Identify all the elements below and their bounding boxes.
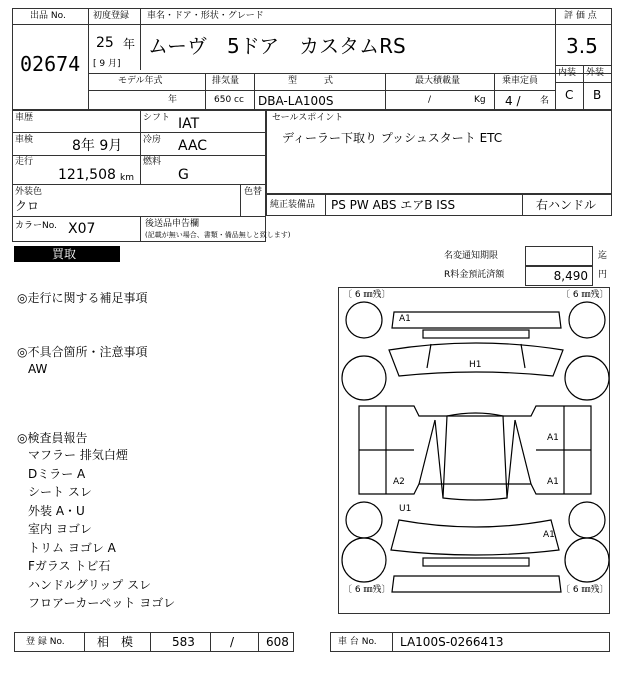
car-diagram-frame bbox=[338, 287, 610, 614]
inspector-title: ◎検査員報告 bbox=[17, 431, 88, 445]
reg-number: 608 bbox=[266, 635, 289, 649]
inspector-item: Fガラス トビ石 bbox=[28, 559, 111, 573]
interior-grade: C bbox=[565, 88, 574, 102]
aftermarket-note: (記載が無い場合、書類・備品無しと致します) bbox=[145, 231, 291, 239]
inspector-item: ハンドルグリップ スレ bbox=[28, 577, 152, 592]
fuel-label: 燃料 bbox=[143, 157, 162, 167]
grade-score: 3.5 bbox=[566, 34, 598, 58]
inspector-item: Dミラー A bbox=[28, 466, 86, 481]
aftermarket-label: 後送品申告欄 bbox=[145, 219, 200, 229]
car-name: ムーヴ 5ドア カスタムRS bbox=[148, 34, 406, 58]
damage-mark-front-bumper: A1 bbox=[399, 314, 411, 324]
first-reg-label: 初度登録 bbox=[93, 11, 130, 21]
defects-title: ◎不具合箇所・注意事項 bbox=[17, 345, 148, 359]
inspector-item: フロアーカーペット ヨゴレ bbox=[28, 596, 176, 610]
recycle-unit: 円 bbox=[598, 270, 608, 280]
ext-color-value: クロ bbox=[15, 199, 40, 213]
model-label: 型 式 bbox=[288, 76, 334, 86]
max-load-unit: Kg bbox=[474, 95, 486, 105]
displacement-label: 排気量 bbox=[212, 76, 240, 86]
lot-number: 02674 bbox=[20, 52, 81, 76]
max-load-slash: / bbox=[428, 95, 432, 105]
ac-value: AAC bbox=[178, 138, 208, 154]
reg-separator: / bbox=[230, 635, 235, 649]
damage-mark-right-rear: A1 bbox=[547, 477, 559, 487]
chassis-label: 車 台 No. bbox=[338, 637, 377, 647]
damage-mark-right-front: A1 bbox=[547, 433, 559, 443]
capacity-unit: 名 bbox=[540, 96, 550, 106]
lot-label: 出品 No. bbox=[30, 11, 66, 21]
inspector-item: トリム ヨゴレ A bbox=[28, 540, 116, 555]
car-diagram bbox=[339, 288, 609, 613]
shift-label: シフト bbox=[143, 113, 171, 123]
equipment-value: PS PW ABS エアB ISS bbox=[331, 198, 456, 212]
damage-mark-left-quarter: U1 bbox=[399, 504, 412, 514]
running-notes-title: ◎走行に関する補足事項 bbox=[17, 291, 148, 305]
reg-class: 583 bbox=[172, 635, 195, 649]
reg-area: 相 模 bbox=[97, 635, 134, 649]
inspector-item: 室内 ヨゴレ bbox=[28, 522, 92, 536]
interior-label: 内装 bbox=[558, 68, 577, 78]
tire-br: 〔 6 ㎜残〕 bbox=[561, 585, 609, 595]
exterior-grade: B bbox=[593, 88, 602, 102]
name-change-box bbox=[525, 246, 593, 266]
sales-point-value: ディーラー下取り プッシュスタート ETC bbox=[282, 131, 503, 145]
mileage-unit: km bbox=[120, 173, 134, 183]
mileage-label: 走行 bbox=[15, 157, 34, 167]
first-reg-year: 25 bbox=[96, 35, 114, 51]
recycle-box: 8,490 bbox=[525, 266, 593, 286]
equipment-label: 純正装備品 bbox=[270, 200, 316, 210]
handle-value: 右ハンドル bbox=[536, 198, 597, 212]
damage-mark-rear-bumper: A1 bbox=[543, 530, 555, 540]
capacity-label: 乗車定員 bbox=[502, 76, 539, 86]
color-change-label: 色替 bbox=[244, 187, 263, 197]
car-name-label: 車名・ドア・形状・グレード bbox=[147, 11, 264, 21]
name-change-unit: 迄 bbox=[598, 251, 608, 261]
sales-point-label: セールスポイント bbox=[272, 113, 344, 123]
inspection-label: 車検 bbox=[15, 135, 34, 145]
model-value: DBA-LA100S bbox=[258, 94, 334, 108]
ext-color-label: 外装色 bbox=[15, 187, 43, 197]
max-load-label: 最大積載量 bbox=[415, 76, 461, 86]
fuel-value: G bbox=[178, 167, 189, 183]
tire-tr: 〔 6 ㎜残〕 bbox=[561, 290, 609, 300]
inspector-item: マフラー 排気白煙 bbox=[28, 448, 128, 462]
name-change-label: 名変通知期限 bbox=[444, 251, 499, 261]
shift-value: IAT bbox=[178, 116, 200, 132]
mileage-value: 121,508 bbox=[58, 167, 116, 183]
color-no-label: カラーNo. bbox=[15, 221, 57, 231]
inspector-item: シート スレ bbox=[28, 485, 92, 499]
reg-label: 登 録 No. bbox=[26, 637, 65, 647]
inspector-item: 外装 A・U bbox=[28, 503, 85, 518]
inspector-list bbox=[28, 446, 175, 613]
purchase-bar: 買取 bbox=[14, 246, 120, 262]
first-reg-month: [ 9 月] bbox=[93, 59, 121, 69]
capacity-value: 4 / bbox=[505, 94, 521, 108]
defects-value: AW bbox=[28, 362, 48, 376]
exterior-label: 外装 bbox=[586, 68, 605, 78]
model-year-label: モデル年式 bbox=[118, 76, 163, 86]
chassis-number: LA100S-0266413 bbox=[400, 635, 504, 649]
damage-mark-left-rear: A2 bbox=[393, 477, 405, 487]
history-label: 車歴 bbox=[15, 113, 34, 123]
displacement-value: 650 cc bbox=[214, 95, 244, 105]
damage-mark-hood: H1 bbox=[469, 360, 482, 370]
grade-label: 評 価 点 bbox=[564, 11, 597, 21]
first-reg-year-unit: 年 bbox=[123, 37, 136, 51]
model-year-unit: 年 bbox=[168, 95, 178, 105]
color-no-value: X07 bbox=[68, 221, 96, 237]
tire-tl: 〔 6 ㎜残〕 bbox=[343, 290, 391, 300]
inspection-value: 8年 9月 bbox=[72, 138, 123, 154]
ac-label: 冷房 bbox=[143, 135, 162, 145]
recycle-label: R料金預託済額 bbox=[444, 270, 505, 280]
tire-bl: 〔 6 ㎜残〕 bbox=[343, 585, 391, 595]
